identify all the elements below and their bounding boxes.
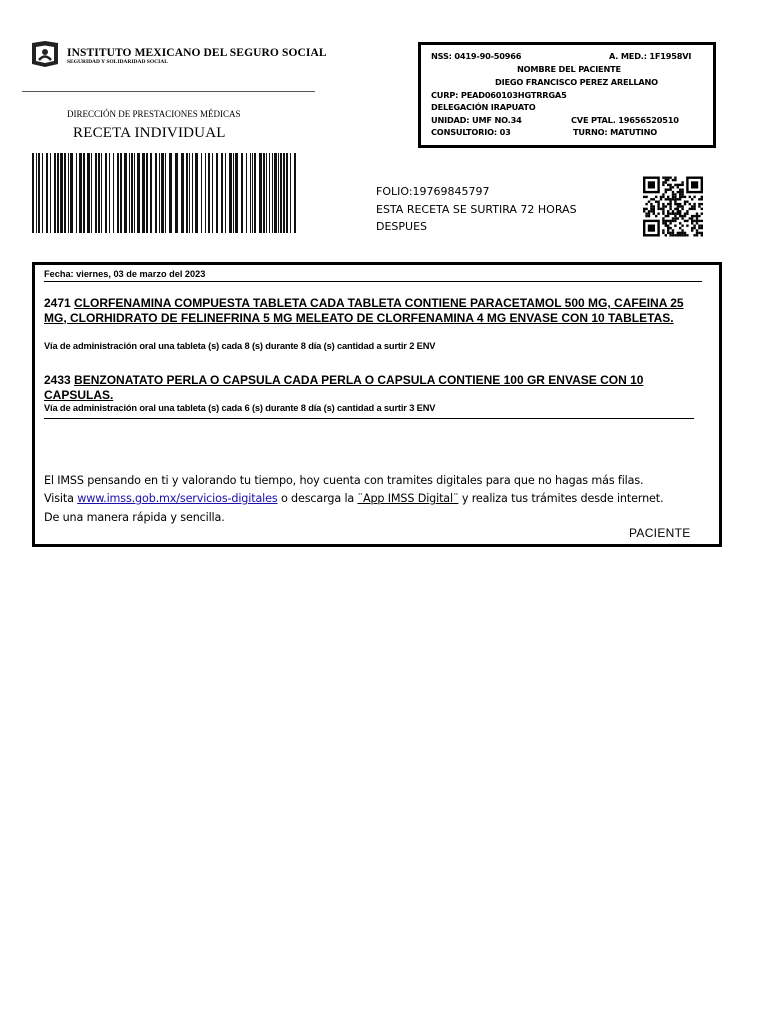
medication-code: 2471 [44, 296, 71, 310]
direccion-label: DIRECCIÓN DE PRESTACIONES MÉDICAS [67, 109, 241, 119]
realiza-text: y realiza tus trámites desde internet. [458, 492, 664, 505]
institution-name: INSTITUTO MEXICANO DEL SEGURO SOCIAL [67, 47, 327, 59]
prescription-date: Fecha: viernes, 03 de marzo del 2023 [44, 269, 206, 279]
info-line3: De una manera rápida y sencilla. [44, 511, 225, 524]
servicios-digitales-link[interactable]: www.imss.gob.mx/servicios-digitales [77, 492, 278, 505]
patient-info-box [418, 42, 716, 148]
cve-ptal: CVE PTAL. 19656520510 [571, 115, 679, 125]
curp: CURP: PEAD060103HGTRRGA5 [431, 90, 567, 100]
barcode [32, 153, 300, 233]
qr-code [643, 176, 703, 237]
nombre-label: NOMBRE DEL PACIENTE [517, 64, 621, 74]
patient-name: DIEGO FRANCISCO PEREZ ARELLANO [495, 77, 658, 87]
imss-logo [30, 40, 60, 68]
visita-text: Visita [44, 492, 78, 505]
nss: NSS: 0419-90-50966 [431, 51, 522, 61]
medication-dosage: Vía de administración oral una tableta (s) cada 8 (s) durante 8 día (s) cantidad a surtir 2 ENV [44, 341, 436, 351]
medication-description: CLORFENAMINA COMPUESTA TABLETA CADA TABLETA CONTIENE PARACETAMOL 500 MG, CAFEINA 25 MG, CLORHIDRATO DE FELINEFRINA 5 MG MELEATO DE CLORFENAMINA 4 MG ENVASE CON 10 TABLETAS. [44, 296, 684, 325]
items-divider [44, 418, 694, 419]
app-imss-digital-link[interactable]: ¨App IMSS Digital¨ [357, 492, 459, 505]
consultorio: CONSULTORIO: 03 [431, 127, 511, 137]
info-line2 [44, 492, 663, 505]
folio-note-line1: ESTA RECETA SE SURTIRA 72 HORAS [376, 202, 577, 216]
info-line1: El IMSS pensando en ti y valorando tu tiempo, hoy cuenta con tramites digitales para que no hagas más filas. [44, 474, 644, 487]
institution-subtitle: SEGURIDAD Y SOLIDARIDAD SOCIAL [67, 59, 168, 65]
folio-note-line2: DESPUES [376, 220, 428, 233]
delegacion: DELEGACIÓN IRAPUATO [431, 102, 536, 112]
unidad: UNIDAD: UMF NO.34 [431, 115, 522, 125]
date-divider [44, 281, 702, 282]
medication-dosage: Vía de administración oral una tableta (s) cada 6 (s) durante 8 día (s) cantidad a surtir 3 ENV [44, 403, 436, 413]
medication-item [44, 373, 709, 402]
medication-code: 2433 [44, 373, 71, 387]
copy-label: PACIENTE [629, 526, 691, 540]
document-title: RECETA INDIVIDUAL [73, 125, 226, 141]
o-descarga-text: o descarga la [277, 492, 358, 505]
a-med: A. MED.: 1F1958VI [609, 51, 692, 61]
header-divider [22, 91, 315, 92]
turno: TURNO: MATUTINO [573, 127, 657, 137]
medication-description: BENZONATATO PERLA O CAPSULA CADA PERLA O CAPSULA CONTIENE 100 GR ENVASE CON 10 CAPSULAS. [44, 373, 644, 402]
folio-block [376, 183, 577, 236]
folio-number: FOLIO:19769845797 [376, 185, 490, 198]
medication-item [44, 296, 709, 325]
